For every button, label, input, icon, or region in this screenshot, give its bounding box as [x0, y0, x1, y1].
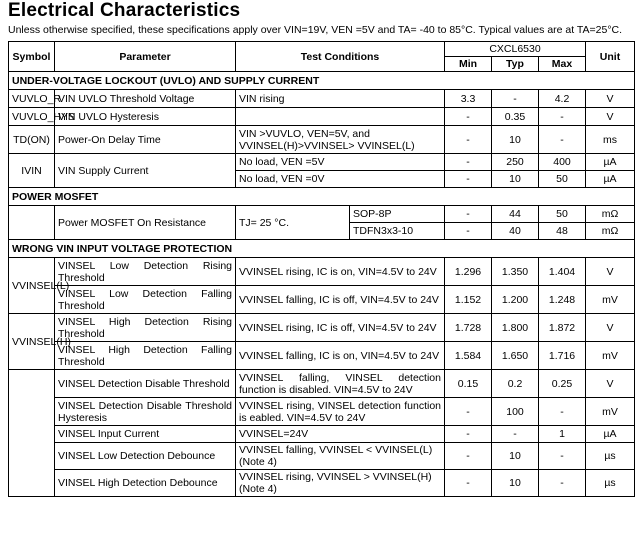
col-conditions: Test Conditions [236, 42, 445, 72]
table-row: VINSEL High Detection Debounce VVINSEL rising, VVINSEL > VVINSEL(H) (Note 4) - 10 - µs [9, 470, 635, 497]
table-row: TDFN3x3-10 - 40 48 mΩ [9, 223, 635, 240]
header-row [9, 42, 635, 57]
intro-text: Unless otherwise specified, these specifications apply over VIN=19V, VEN =5V and TA= -40 to 85°C. Typical values are at TA=25°C. [8, 24, 623, 36]
col-unit: Unit [586, 42, 635, 72]
col-part: CXCL6530 [445, 42, 586, 57]
table-row: VINSEL Input Current VVINSEL=24V - - 1 µA [9, 426, 635, 443]
table-row: VINSEL High Detection Falling Threshold VVINSEL falling, IC is on, VIN=4.5V to 24V 1.584 1.650 1.716 mV [9, 342, 635, 370]
section-row: WRONG VIN INPUT VOLTAGE PROTECTION [9, 240, 635, 258]
table-row: Power MOSFET On Resistance TJ= 25 °C. SOP-8P - 44 50 mΩ [9, 206, 635, 223]
section-row: UNDER-VOLTAGE LOCKOUT (UVLO) AND SUPPLY CURRENT [9, 72, 635, 90]
table-row: VINSEL Detection Disable Threshold Hysteresis VVINSEL rising, VINSEL detection function is eabled. VIN=4.5V to 24V - 100 - mV [9, 398, 635, 426]
table-row: VVINSEL(H) VINSEL High Detection Rising Threshold VVINSEL rising, IC is off, VIN=4.5V to 24V 1.728 1.800 1.872 V [9, 314, 635, 342]
col-max: Max [539, 57, 586, 72]
table-row: VINSEL Low Detection Falling Threshold VVINSEL falling, IC is off, VIN=4.5V to 24V 1.152 1.200 1.248 mV [9, 286, 635, 314]
col-parameter: Parameter [55, 42, 236, 72]
col-typ: Typ [492, 57, 539, 72]
section-row: POWER MOSFET [9, 188, 635, 206]
table-row: TD(ON) Power-On Delay Time VIN >VUVLO, VEN=5V, and VVINSEL(H)>VVINSEL> VVINSEL(L) - 10 - ms [9, 126, 635, 154]
table-row: VINSEL Detection Disable Threshold VVINSEL falling, VINSEL detection function is disabled. VIN=4.5V to 24V 0.15 0.2 0.25 V [9, 370, 635, 398]
table-row: VVINSEL(L) VINSEL Low Detection Rising Threshold VVINSEL rising, IC is on, VIN=4.5V to 24V 1.296 1.350 1.404 V [9, 258, 635, 286]
table-row: VINSEL Low Detection Debounce VVINSEL falling, VVINSEL < VVINSEL(L) (Note 4) - 10 - µs [9, 443, 635, 470]
table-row: VUVLO_R VIN UVLO Threshold Voltage VIN rising 3.3 - 4.2 V [9, 90, 635, 108]
table-row: IVIN VIN Supply Current No load, VEN =5V - 250 400 µA [9, 154, 635, 171]
electrical-characteristics-table [8, 41, 635, 497]
col-min: Min [445, 57, 492, 72]
table-row: No load, VEN =0V - 10 50 µA [9, 171, 635, 188]
page-title: Electrical Characteristics [8, 0, 241, 21]
col-symbol: Symbol [9, 42, 55, 72]
table-row: VUVLO_HYS VIN UVLO Hysteresis - 0.35 - V [9, 108, 635, 126]
